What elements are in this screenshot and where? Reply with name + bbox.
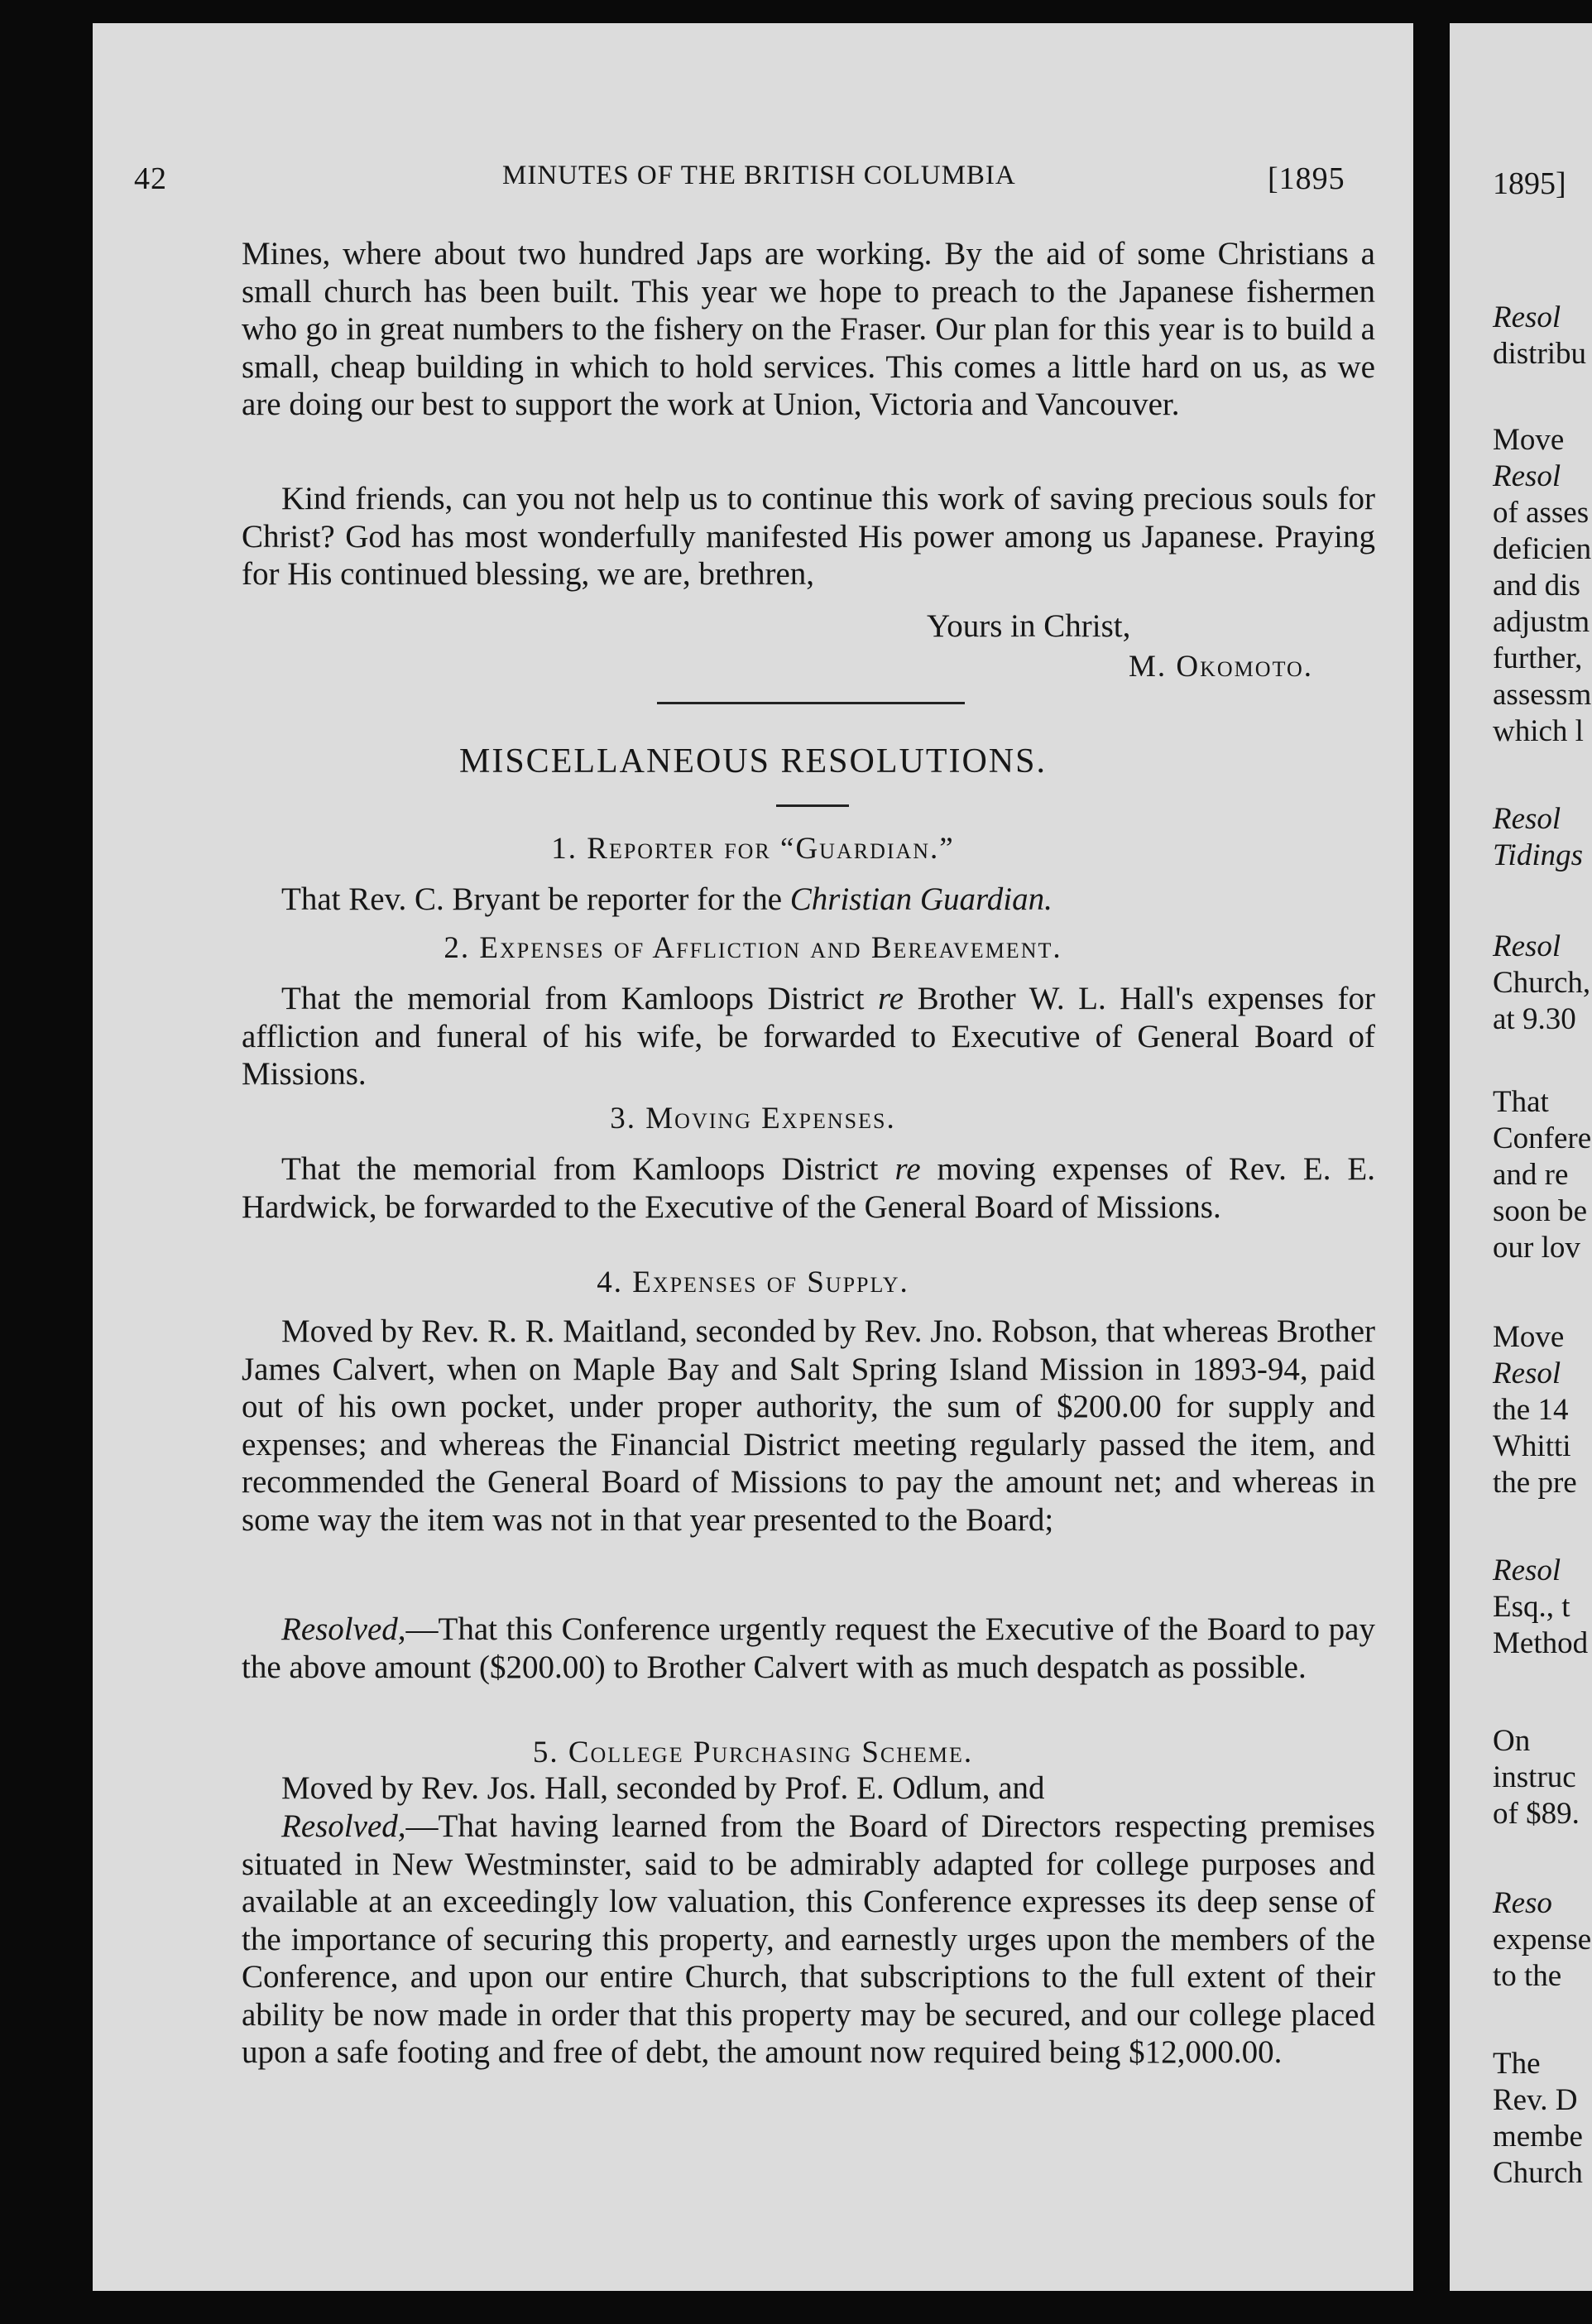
letter-signature: M. Okomoto. bbox=[1129, 650, 1314, 684]
divider-rule bbox=[657, 702, 965, 704]
resolution-text-1: That Rev. C. Bryant be reporter for the Christian Guardian. bbox=[281, 881, 1053, 917]
facing-line: membe bbox=[1493, 2120, 1583, 2154]
facing-line: Resol bbox=[1493, 300, 1561, 334]
facing-line: deficien bbox=[1493, 532, 1592, 566]
resolution-heading-5: 5. College Purchasing Scheme. bbox=[532, 1736, 974, 1769]
facing-line: the 14 bbox=[1493, 1393, 1569, 1427]
resolution-heading-3: 3. Moving Expenses. bbox=[610, 1102, 896, 1136]
letter-closing: Yours in Christ, bbox=[927, 608, 1131, 644]
facing-line: Move bbox=[1493, 1320, 1565, 1354]
resolution-resolved-4: Resolved,—That this Conference urgently request the Executive of the Board to pay the above amount ($200.00) to Brother Calvert with as much despatch as possible. bbox=[242, 1611, 1375, 1685]
facing-line: the pre bbox=[1493, 1466, 1577, 1500]
facing-line: On bbox=[1493, 1724, 1531, 1758]
facing-line: Resol bbox=[1493, 929, 1561, 963]
running-title: MINUTES OF THE BRITISH COLUMBIA bbox=[502, 161, 1016, 190]
facing-line: Rev. D bbox=[1493, 2083, 1578, 2117]
facing-line: soon be bbox=[1493, 1194, 1588, 1228]
letter-paragraph-2: Kind friends, can you not help us to continue this work of saving precious souls for Christ? God has most wonderfully manifested His power among us Japanese. Praying for His continued blessing, we are, brethren, bbox=[242, 481, 1375, 592]
resolution-text-5: Moved by Rev. Jos. Hall, seconded by Prof. E. Odlum, and bbox=[281, 1770, 1045, 1806]
facing-line: Whitti bbox=[1493, 1429, 1571, 1463]
facing-line: Resol bbox=[1493, 459, 1561, 493]
facing-line: Resol bbox=[1493, 802, 1561, 836]
resolution-heading-2: 2. Expenses of Affliction and Bereavement. bbox=[444, 931, 1062, 965]
resolution-text-2: That the memorial from Kamloops District re Brother W. L. Hall's expenses for affliction and funeral of his wife, be forwarded to Executive of General Board of Missions. bbox=[242, 981, 1375, 1092]
left-page bbox=[93, 23, 1413, 2291]
facing-line: Resol bbox=[1493, 1553, 1561, 1587]
facing-line: Esq., t bbox=[1493, 1590, 1570, 1624]
facing-line: assessm bbox=[1493, 678, 1592, 712]
section-title: MISCELLANEOUS RESOLUTIONS. bbox=[458, 742, 1047, 780]
facing-line: expense bbox=[1493, 1923, 1592, 1957]
resolution-text-4: Moved by Rev. R. R. Maitland, seconded by Rev. Jno. Robson, that whereas Brother James Calvert, when on Maple Bay and Salt Spring Island Mission in 1893-94, paid out of his own pocket, under proper authority, the sum of $200.00 for supply and expenses; and whereas the Financial District meeting regularly passed the item, and recommended the General Board of Missions to pay the amount net; and whereas in some way the item was not in that year presented to the Board; bbox=[242, 1313, 1375, 1538]
facing-line: and dis bbox=[1493, 569, 1580, 603]
facing-line: to the bbox=[1493, 1959, 1562, 1993]
facing-line: 1895] bbox=[1493, 166, 1566, 201]
resolution-heading-1: 1. Reporter for “Guardian.” bbox=[551, 832, 955, 866]
resolution-text-3: That the memorial from Kamloops District re moving expenses of Rev. E. E. Hardwick, be forwarded to the Executive of the General Board of Missions. bbox=[242, 1151, 1375, 1225]
facing-line: Reso bbox=[1493, 1886, 1552, 1920]
short-rule bbox=[776, 804, 849, 807]
facing-line: The bbox=[1493, 2047, 1541, 2081]
facing-line: adjustm bbox=[1493, 605, 1590, 639]
facing-line: of $89. bbox=[1493, 1797, 1580, 1831]
resolution-resolved-5: Resolved,—That having learned from the Board of Directors respecting premises situated in New Westminster, said to be admirably adapted for college purposes and available at an exceedingly low valuation, this Conference expresses its deep sense of the importance of securing this property, and earnestly urges upon the members of the Conference, and upon our entire Church, that subscriptions to the full extent of their ability be now made in order that this property may be secured, and our college placed upon a safe footing and free of debt, the amount now required being $12,000.00. bbox=[242, 1808, 1375, 2070]
facing-line: our lov bbox=[1493, 1231, 1580, 1265]
facing-line: Resol bbox=[1493, 1356, 1561, 1390]
year-mark: [1895 bbox=[1268, 161, 1345, 196]
facing-line: of asses bbox=[1493, 496, 1590, 530]
facing-line: Method bbox=[1493, 1626, 1589, 1660]
letter-paragraph-1: Mines, where about two hundred Japs are working. By the aid of some Christians a small church has been built. This year we hope to preach to the Japanese fishermen who go in great numbers to the fishery on the Fraser. Our plan for this year is to build a small, cheap building in which to hold services. This comes a little hard on us, as we are doing our best to support the work at Union, Victoria and Vancouver. bbox=[242, 236, 1375, 422]
facing-line: at 9.30 bbox=[1493, 1002, 1576, 1036]
resolution-heading-4: 4. Expenses of Supply. bbox=[597, 1265, 909, 1299]
facing-line: Church bbox=[1493, 2156, 1583, 2190]
facing-line: Tidings bbox=[1493, 838, 1583, 872]
facing-line: distribu bbox=[1493, 337, 1587, 371]
facing-line: further, bbox=[1493, 641, 1583, 675]
facing-line: Confere bbox=[1493, 1121, 1592, 1155]
facing-line: Church, bbox=[1493, 966, 1591, 1000]
page-number: 42 bbox=[134, 161, 167, 196]
facing-line: Move bbox=[1493, 423, 1565, 457]
facing-line: instruc bbox=[1493, 1760, 1576, 1794]
facing-line: which l bbox=[1493, 714, 1584, 748]
facing-line: That bbox=[1493, 1085, 1549, 1119]
facing-line: and re bbox=[1493, 1158, 1569, 1192]
facing-page-edge bbox=[1450, 23, 1592, 2291]
